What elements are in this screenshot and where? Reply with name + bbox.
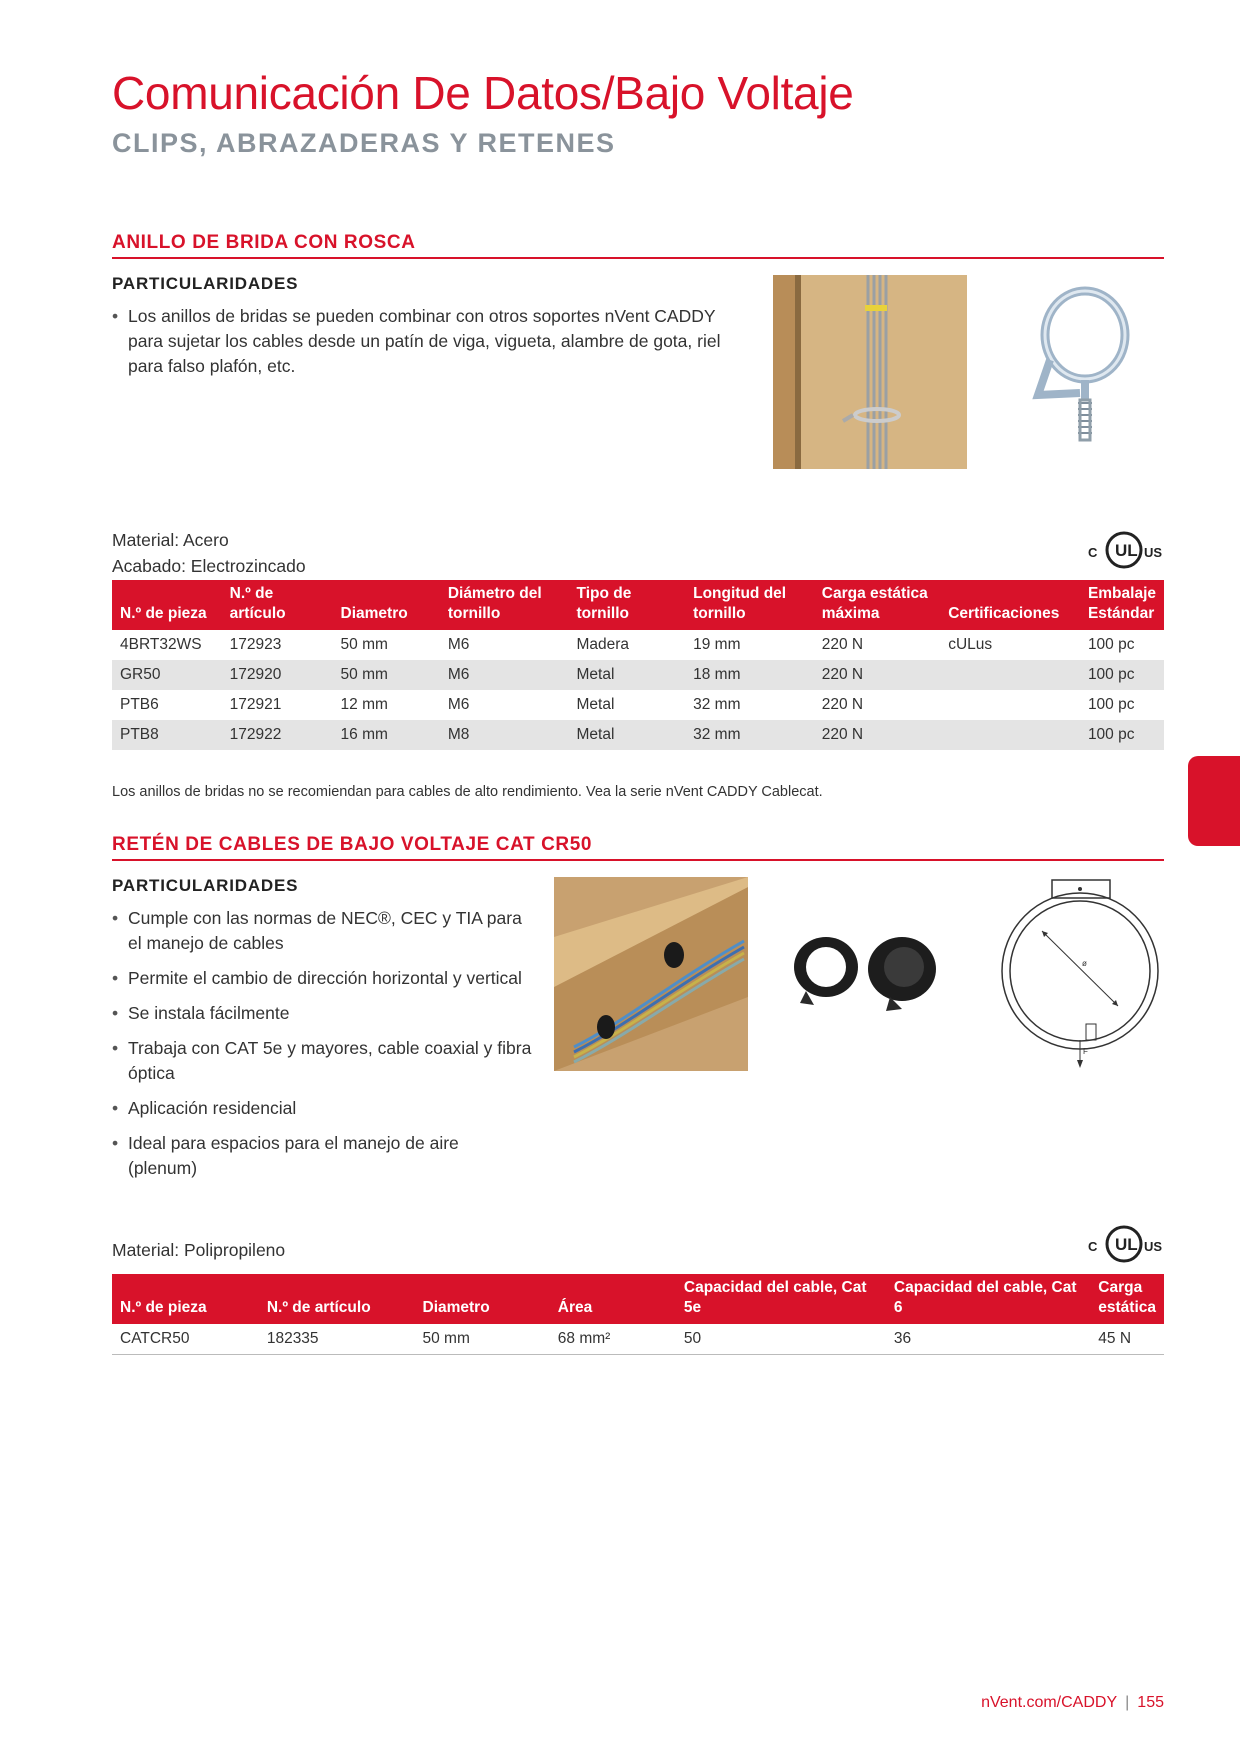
table-cell: 32 mm [685, 720, 814, 750]
table-cell: 4BRT32WS [120, 636, 202, 653]
features-list [112, 304, 752, 389]
ring-installed-photo [773, 275, 967, 469]
table-row [112, 660, 1164, 690]
table-cell: 172922 [222, 720, 333, 750]
table-cell: 220 N [814, 660, 940, 690]
table-cell: 18 mm [685, 660, 814, 690]
table-header-row [112, 580, 1164, 630]
col-header: Capacidad del cable, Cat 6 [886, 1274, 1090, 1324]
table-cell [940, 660, 1080, 690]
page-title: Comunicación De Datos/Bajo Voltaje [112, 67, 854, 119]
table-row [112, 630, 1164, 660]
table-cell: 100 pc [1087, 636, 1135, 653]
page-subtitle: CLIPS, ABRAZADERAS Y RETENES [112, 128, 616, 158]
feature-item: • Aplicación residencial [112, 1096, 532, 1121]
col-header: Diámetro del tornillo [440, 580, 569, 630]
table-cell: 100 pc [1080, 720, 1164, 750]
table-cell: 32 mm [693, 696, 741, 713]
feature-item: • Permite el cambio de dirección horizontal y vertical [112, 966, 532, 991]
table-cell [940, 690, 1080, 720]
features-heading: PARTICULARIDADES [112, 876, 299, 895]
table-cell: GR50 [112, 660, 222, 690]
table-cell: 100 pc [1087, 696, 1135, 713]
table-cell: 50 mm [415, 1324, 550, 1355]
table-cell: 68 mm² [550, 1324, 676, 1355]
col-header: N.º de artículo [222, 580, 333, 630]
retainer-installed-photo [554, 877, 748, 1071]
table-cell: 16 mm [333, 720, 440, 750]
table-cell: 36 [886, 1324, 1090, 1355]
table-row [112, 690, 1164, 720]
feature-item: • Ideal para espacios para el manejo de aire (plenum) [112, 1131, 532, 1181]
feature-item: • Trabaja con CAT 5e y mayores, cable coaxial y fibra óptica [112, 1036, 532, 1086]
table-cell: 45 N [1090, 1324, 1164, 1355]
col-header: N.º de pieza [112, 1274, 259, 1324]
table-cell: cULus [948, 636, 993, 653]
col-header: Diametro [333, 580, 440, 630]
table-cell: 50 [676, 1324, 886, 1355]
features-heading: PARTICULARIDADES [112, 274, 299, 293]
force-label: F [1083, 1047, 1088, 1056]
table-cell: M8 [440, 720, 569, 750]
table-cell: 220 N [821, 696, 864, 713]
table-cell: PTB8 [112, 720, 222, 750]
retainer-clips-image [786, 925, 946, 1025]
table-cell [940, 720, 1080, 750]
svg-text:C: C [1088, 545, 1098, 560]
feature-item: • Cumple con las normas de NEC®, CEC y TIA para el manejo de cables [112, 906, 532, 956]
col-header: Tipo de tornillo [569, 580, 686, 630]
table-cell: M6 [447, 636, 470, 653]
table-cell: Metal [569, 720, 686, 750]
table-cell: 220 N [814, 720, 940, 750]
table-cell: CATCR50 [112, 1324, 259, 1355]
svg-text:UL: UL [1115, 541, 1138, 560]
col-header: Carga estática [1090, 1274, 1164, 1324]
table-cell: 50 mm [340, 636, 388, 653]
table-cell: Madera [576, 636, 630, 653]
table-row [112, 720, 1164, 750]
svg-text:C: C [1088, 1239, 1098, 1254]
section-heading-anillo: ANILLO DE BRIDA CON ROSCA [112, 232, 1164, 259]
svg-text:UL: UL [1115, 1235, 1138, 1254]
table-cell: 172921 [229, 696, 282, 713]
table-header-row [112, 1274, 1164, 1324]
retainer-diagram [1000, 876, 1168, 1076]
diameter-label: ø [1082, 959, 1087, 968]
table-cell: 172923 [229, 636, 282, 653]
footer-separator: | [1125, 1694, 1130, 1711]
table-cell: 50 mm [333, 660, 440, 690]
material-text: Material: Acero [112, 530, 229, 550]
page-footer [981, 1694, 1164, 1712]
table-cell: 182335 [259, 1324, 415, 1355]
col-header: N.º de pieza [112, 580, 222, 630]
col-header: Certificaciones [940, 580, 1080, 630]
feature-item: • Se instala fácilmente [112, 1001, 532, 1026]
table-cell: M6 [440, 660, 569, 690]
col-header: N.º de artículo [259, 1274, 415, 1324]
section-side-tab [1188, 756, 1240, 846]
features-list [112, 906, 532, 1191]
col-header: Carga estática máxima [814, 580, 940, 630]
footer-site-link[interactable]: nVent.com/CADDY [981, 1694, 1118, 1711]
table-row [112, 1324, 1164, 1355]
table-cell: 220 N [821, 636, 864, 653]
table-cell: M6 [447, 696, 470, 713]
material-text: Material: Polipropileno [112, 1240, 286, 1260]
col-header: Embalaje Estándar [1080, 580, 1164, 630]
svg-text:US: US [1144, 545, 1162, 560]
col-header: Diametro [415, 1274, 550, 1324]
svg-text:US: US [1144, 1239, 1162, 1254]
page-number: 155 [1137, 1694, 1164, 1711]
table-cell: 172920 [222, 660, 333, 690]
feature-item: • Los anillos de bridas se pueden combinar con otros soportes nVent CADDY para sujetar los cables desde un patín de viga, vigueta, alambre de gota, riel para falso plafón, etc. [112, 304, 752, 379]
table-cell: 19 mm [693, 636, 741, 653]
col-header: Capacidad del cable, Cat 5e [676, 1274, 886, 1324]
table-cell: Metal [576, 696, 615, 713]
col-header: Longitud del tornillo [685, 580, 814, 630]
finish-text: Acabado: Electrozincado [112, 556, 306, 576]
table-cell: 100 pc [1080, 660, 1164, 690]
table-note: Los anillos de bridas no se recomiendan para cables de alto rendimiento. Vea la serie nVent CADDY Cablecat. [112, 784, 823, 800]
cul-us-logo [1086, 1224, 1162, 1264]
col-header: Área [550, 1274, 676, 1324]
spec-table-reten [112, 1274, 1164, 1355]
table-cell: PTB6 [120, 696, 159, 713]
spec-table-anillo [112, 580, 1164, 750]
table-cell: Metal [569, 660, 686, 690]
section-heading-reten: RETÉN DE CABLES DE BAJO VOLTAJE CAT CR50 [112, 834, 1164, 861]
threaded-ring-image [1030, 285, 1140, 455]
table-cell: 12 mm [340, 696, 388, 713]
cul-us-logo [1086, 530, 1162, 570]
